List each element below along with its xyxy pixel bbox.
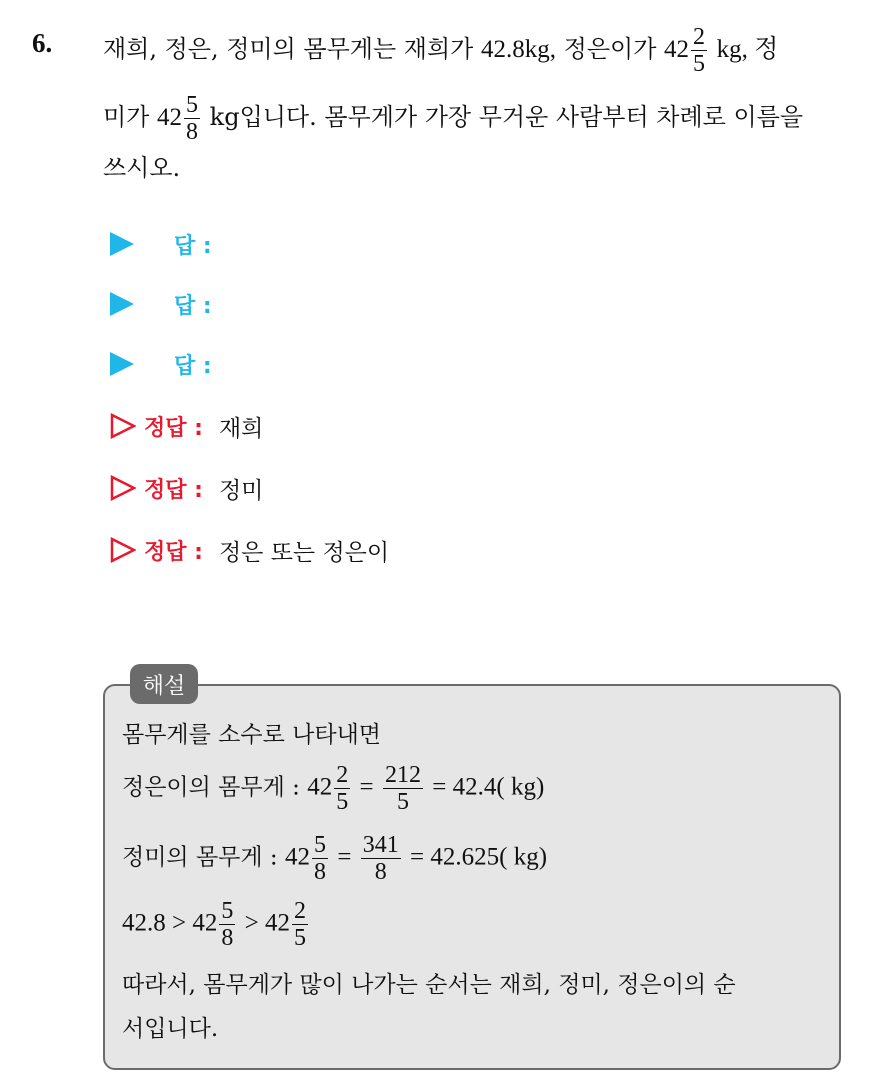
outline-triangle-icon (110, 537, 136, 563)
fraction: $\frac{5}{8}$ (221, 898, 234, 951)
fraction: $\frac{341}{8}$ (362, 832, 399, 885)
play-triangle-icon (110, 292, 134, 316)
correct-value: 정은 또는 정은이 (218, 539, 390, 566)
play-triangle-icon (110, 352, 134, 376)
outline-triangle-icon (110, 413, 136, 439)
explanation-line-4: 42.8 > 42 $\frac{5}{8}$ > 42 $\frac{2}{5}$ (122, 898, 307, 951)
question-line-1: 재희, 정은, 정미의 몸무게는 재희가 42.8kg, 정은이가 42 $\frac{2}{5}$ kg, 정 (103, 24, 779, 77)
correct-row-2 (110, 468, 263, 508)
answer-row-2[interactable] (110, 284, 212, 324)
explanation-line-5: 따라서, 몸무게가 많이 나가는 순서는 재희, 정미, 정은이의 순 (122, 972, 736, 998)
answer-label: 답 : (174, 353, 212, 379)
outline-triangle-icon (110, 475, 136, 501)
correct-label: 정답 : (144, 539, 203, 565)
explanation-line-6: 서입니다. (122, 1016, 219, 1042)
answer-label: 답 : (174, 233, 212, 259)
correct-row-3 (110, 530, 389, 570)
question-number: 6. (32, 28, 53, 58)
explanation-line-1: 몸무게를 소수로 나타내면 (122, 722, 382, 748)
question-line-3: 쓰시오. (103, 154, 181, 182)
answer-row-3[interactable] (110, 344, 212, 384)
fraction: $\frac{212}{5}$ (384, 762, 421, 815)
explanation-line-2: 정은이의 몸무게 : 42 $\frac{2}{5}$ = $\frac{212}{5}$ = 42.4( kg) (122, 762, 545, 815)
fraction: $\frac{5}{8}$ (186, 92, 199, 145)
explanation-tab: 해설 (130, 664, 198, 704)
correct-label: 정답 : (144, 415, 203, 441)
correct-value: 재희 (218, 415, 264, 442)
correct-label: 정답 : (144, 477, 203, 503)
fraction: $\frac{2}{5}$ (294, 898, 307, 951)
explanation-line-3: 정미의 몸무게 : 42 $\frac{5}{8}$ = $\frac{341}{8}$ = 42.625( kg) (122, 832, 548, 885)
answer-row-1[interactable] (110, 224, 212, 264)
answer-label: 답 : (174, 293, 212, 319)
correct-value: 정미 (218, 477, 264, 504)
fraction: $\frac{5}{8}$ (314, 832, 326, 885)
question-line-2: 미가 42 $\frac{5}{8}$ kg입니다. 몸무게가 가장 무거운 사람부터 차례로 이름을 (103, 92, 804, 145)
play-triangle-icon (110, 232, 134, 256)
fraction: $\frac{2}{5}$ (336, 762, 349, 815)
correct-row-1 (110, 406, 263, 446)
fraction: $\frac{2}{5}$ (693, 24, 706, 77)
